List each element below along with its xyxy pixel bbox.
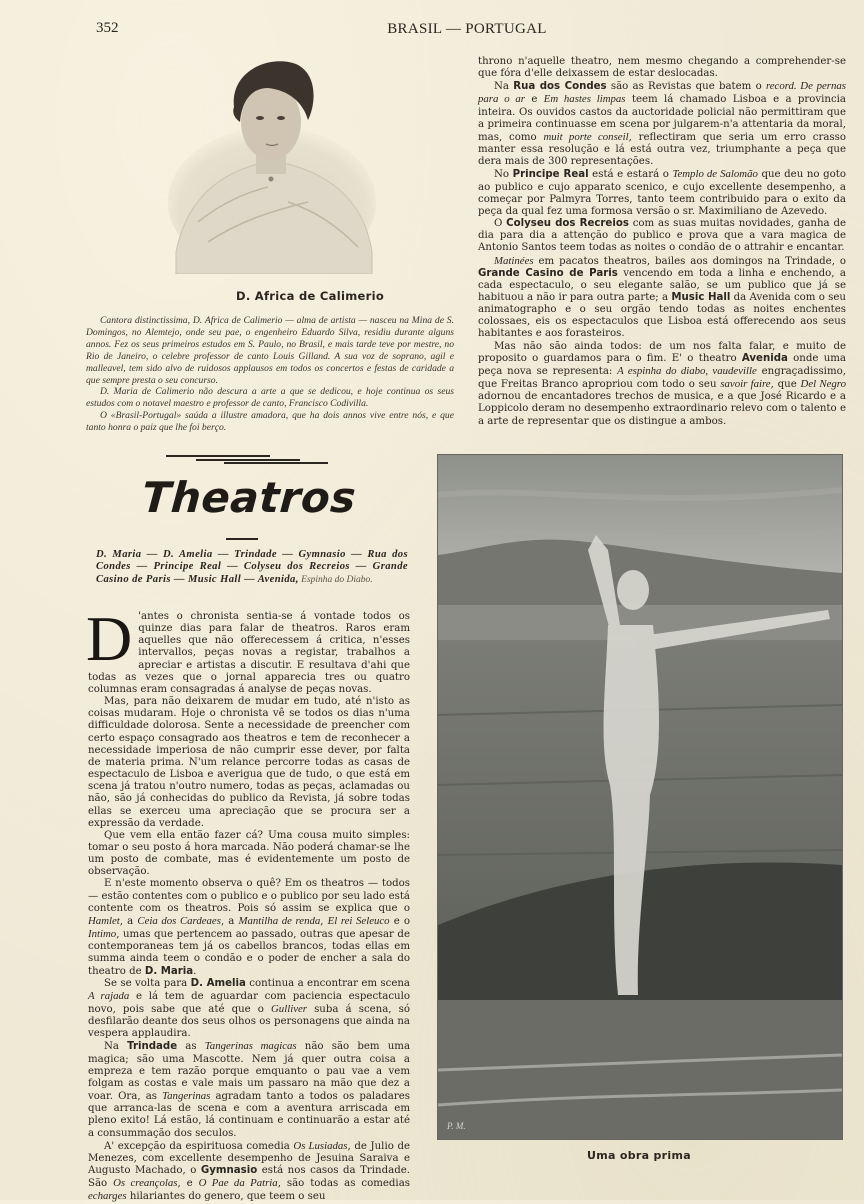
theatre-name: D. Amelia	[190, 977, 246, 989]
section-title: Theatros	[140, 473, 358, 522]
drop-cap: D	[86, 603, 133, 674]
right-column-text	[478, 56, 846, 428]
theatre-name: Avenida	[741, 352, 788, 364]
bio-paragraph: O «Brasil-Portugal» saúda a illustre amadora, que ha dois annos vive entre nós, e que tanto honra o paiz que lhe foi berço.	[86, 410, 454, 434]
title-underline	[226, 538, 258, 540]
paragraph: Mas, para não deixarem de mudar em tudo, até n'isto as coisas mudaram. Hoje o chronista vê se todos os dias n'uma difficuldade dolorosa. Sente a necessidade de preencher com certo espaço consagrado aos theatros e tem de reconhecer a necessidade imperiosa de não cumprir esse dever, por falta de materia prima. N'um relance percorre todas as casas de espectaculo de Lisboa e averigua que de tudo, o que está em scena já tratou n'outro numero, todas as peças, aclamadas ou não, são já conhecidas do publico da Revista, já sobre todas ellas se exerceu uma apreciação que se procura ser a expressão da verdade.	[88, 696, 410, 829]
paragraph: O Colyseu dos Recreios com as suas muitas novidades, ganha de dia para dia a attenção do publico e prova que a vara magica de Antonio Santos teem todas as noites o condão de o attrahir e encantar.	[478, 218, 846, 254]
paragraph: Se se volta para D. Amelia continua a encontrar em scena A rajada e lá tem de aguardar com paciencia espectaculo novo, pois sabe que até que o Gulliver suba á scena, só desfilarão deante dos seus olhos os personagens que ainda na vespera applaudira.	[88, 977, 410, 1040]
paragraph: Que vem ella então fazer cá? Uma cousa muito simples: tomar o seu posto á hora marcada. Não poderá chamar-se lhe um posto de combate, mas é evidentemente um posto de observação.	[88, 829, 410, 878]
portrait-illustration	[168, 52, 376, 274]
bio-paragraph: D. Maria de Calimerio não descura a arte a que se dedicou, e hoje continua os seus estudos com o notavel maestro e professor de canto, Francisco Codivilla.	[86, 386, 454, 410]
page-number: 352	[96, 20, 119, 36]
portrait-photo	[168, 52, 376, 274]
ornament-rule	[166, 455, 270, 457]
paragraph: Mas não são ainda todos: de um nos falta falar, e muito de proposito o guardamos para o fim. E' o theatro Avenida onde uma peça nova se representa: A espinha do diabo, vaudeville engraçadissimo, que Freitas Branco apropriou com todo o seu savoir faire, que Del Negro adornou de encantadores trechos de musica, e a que José Ricardo e a Loppicolo deram no desempenho extraordinario relevo com o talento e a arte de representar que os distingue a ambos.	[478, 340, 846, 427]
theatre-name: Grande Casino de Paris	[478, 267, 618, 279]
running-head: BRASIL — PORTUGAL	[387, 21, 547, 37]
paragraph: Na Trindade as Tangerinas magicas não são bem uma magica; são uma Mascotte. Nem já quer outra coisa a empreza e tem razão porque emquanto o pau vae a vem folgam as costas e vale mais um passaro na mão que dez a voar. Ora, as Tangerinas agradam tanto a todos os paladares que arranca-las de scena e com a aventura arriscada em pleno exito! Lá estão, lá continuam e continuarão a estar até a consummação dos seculos.	[88, 1040, 411, 1139]
ornament-rule	[196, 459, 300, 461]
paragraph: Matinées em pacatos theatros, bailes aos domingos na Trindade, o Grande Casino de Paris vencendo em toda a linha e enchendo, a cada espectaculo, o seu elegante salão, se um publico que já se habituou a não ir para outra parte; a Music Hall da Avenida com o seu animatographo e o seu orgão tendo todas as noites enchentes colossaes, eis os espectaculos que Lisboa está offerecendo aos seus habitantes e aos forasteiros.	[478, 254, 846, 340]
theatre-name: Colyseu dos Recreios	[506, 218, 629, 230]
bio-paragraph: Cantora distinctissima, D. Africa de Calimerio — alma de artista — nasceu na Mina de S. Domingos, no Alemtejo, onde seu pae, o engenheiro Eduardo Silva, residiu durante alguns annos. Fez os seus primeiros estudos em S. Paulo, no Brasil, e mais tarde teve por mestre, no Rio de Janeiro, o celebre professor de canto Louis Gilland. A sua voz de soprano, agil e malleavel, tem sido alvo de ruidosos applausos em todos os concertos e festas de caridade a que sempre presta o seu concurso.	[86, 315, 454, 386]
article-text	[86, 603, 411, 1204]
bio-text	[86, 315, 454, 434]
painting-illustration	[438, 455, 842, 1139]
painting-reproduction	[437, 454, 843, 1140]
theatre-name: Gymnasio	[200, 1165, 258, 1177]
theatre-name: Trindade	[127, 1041, 178, 1053]
paragraph: Na Rua dos Condes são as Revistas que batem o record. De pernas para o ar e Em hastes limpas teem lá chamado Lisboa e a provincia inteira. Os ouvidos castos da auctoridade policial não permittiram que a primeira continuasse em scena por julgarem-n'a attentaria da moral, mas, como muit porte conseil, reflectiram que seria um erro crasso manter essa resolução e lá está outra vez, triumphante a peça que dera mais de 300 representações.	[478, 80, 847, 168]
painting-foreground	[438, 1000, 842, 1139]
painting-caption: Uma obra prima	[587, 1149, 691, 1162]
painting-signature: P. M.	[447, 1121, 466, 1131]
theatre-name: Music Hall	[671, 291, 731, 303]
theatre-name: Rua dos Condes	[513, 81, 607, 93]
portrait-caption: D. Africa de Calimerio	[235, 289, 385, 303]
paragraph: D 'antes o chronista sentia-se á vontade todos os quinze dias para falar de theatros. Raros eram aquelles que não offerecessem á critica, n'esses intervallos, peças novas a registar, trabalhos a apreciar e artistas a discutir. E resultava d'ahi que todas as vezes que o jornal apparecia tres ou quatro columnas eram consagradas á analyse de peças novas.	[86, 603, 410, 695]
paragraph: throno n'aquelle theatro, nem mesmo chegando a comprehender-se que fóra d'elle deixassem de estar deslocadas.	[478, 56, 846, 80]
ornament-rule	[224, 462, 328, 464]
theatre-name: Principe Real	[512, 169, 589, 181]
paragraph: E n'este momento observa o quê? Em os theatros — todos — estão contentes com o publico e o publico por seu lado está contente com os theatros. Pois só assim se explica que o Hamlet, a Ceia dos Cardeaes, a Mantilha de renda, El rei Seleuco e o Intimo, umas que pertencem ao passado, outras que apesar de contemporaneas tem já os cabellos brancos, todas ellas em summa ainda teem o condão e o poder de encher a sala do theatro de D. Maria.	[88, 878, 410, 977]
paragraph: No Principe Real está e estará o Templo de Salomão que deu no goto ao publico e cujo apparato scenico, e cujo excellente desempenho, a começar por Palmyra Torres, tanto teem contribuido para o exito da peça da qual fez uma formosa versão o sr. Maximiliano de Azevedo.	[478, 168, 846, 217]
paragraph: A' excepção da espirituosa comedia Os Lusiadas, de Julio de Menezes, com excellente desempenho de Jesuina Saraiva e Augusto Machado, o Gymnasio está nos casos da Trindade. São Os creançolas, e O Pae da Patria, são todas as comedias echarges hilariantes do genero, que teem o seu	[88, 1139, 411, 1203]
theatre-name: D. Maria	[144, 965, 194, 977]
section-subtitle: D. Maria — D. Amelia — Trindade — Gymnasio — Rua dos Condes — Principe Real — Colyseu dos Recreios — Grande Casino de Paris — Music Hall — Avenida, Espinha do Diabo.	[96, 549, 408, 585]
